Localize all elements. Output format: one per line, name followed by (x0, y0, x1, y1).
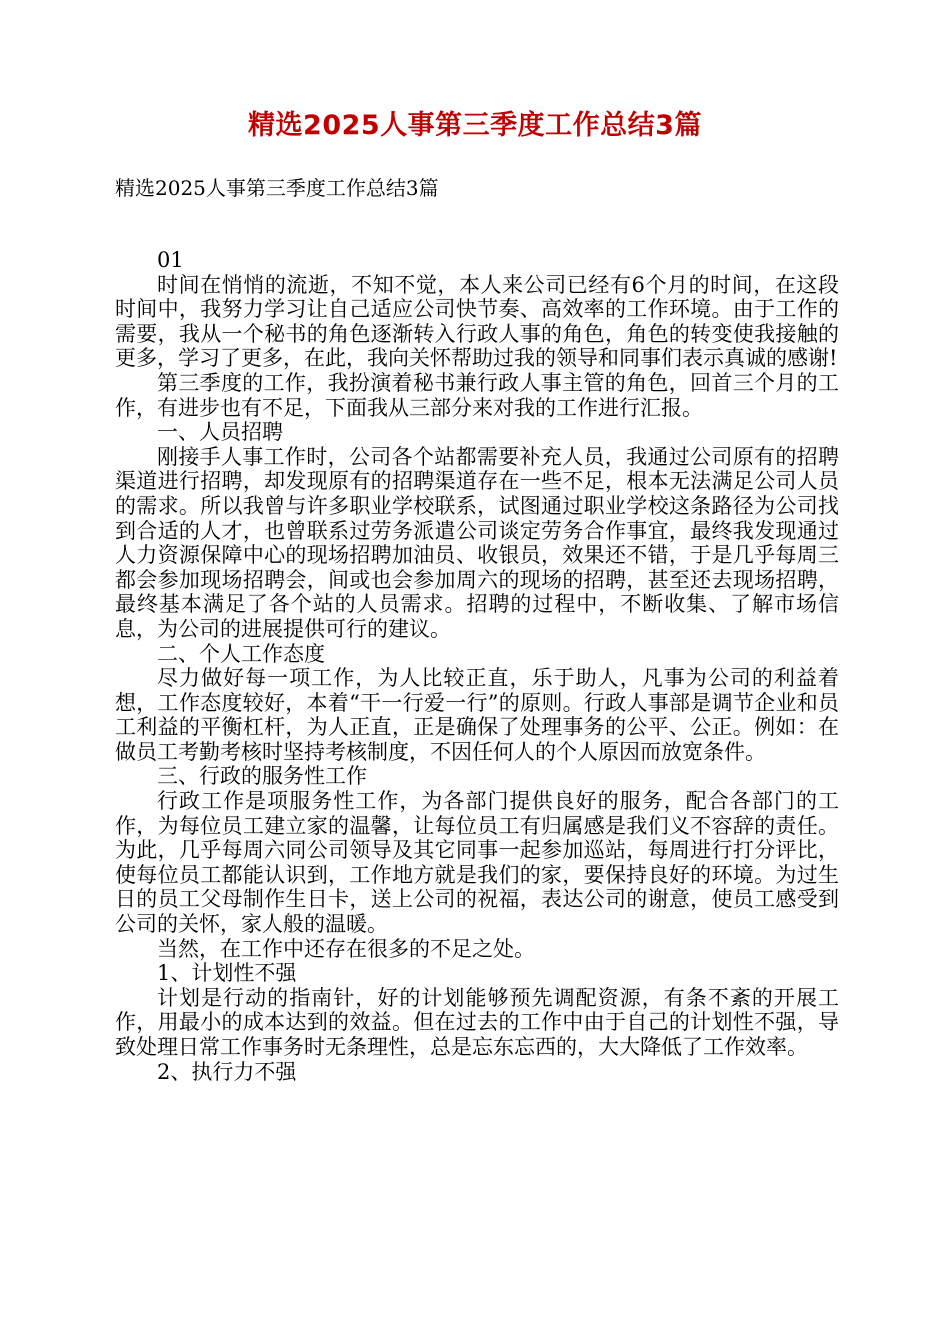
paragraph: 时间在悄悄的流逝，不知不觉，本人来公司已经有6个月的时间，在这段时间中，我努力学习让自己适应公司快节奏、高效率的工作环境。由于工作的需要，我从一个秘书的角色逐渐转入行政人事的角色，角色的转变使我接触的更多，学习了更多，在此，我向关怀帮助过我的领导和同事们表示真诚的感谢! (115, 272, 839, 371)
section-number: 01 (157, 248, 184, 272)
paragraph: 当然，在工作中还存在很多的不足之处。 (157, 936, 535, 961)
document-title: 精选2025人事第三季度工作总结3篇 (248, 110, 702, 141)
paragraph: 第三季度的工作，我扮演着秘书兼行政人事主管的角色，回首三个月的工作，有进步也有不足，下面我从三部分来对我的工作进行汇报。 (115, 370, 839, 420)
paragraph: 尽力做好每一项工作，为人比较正直，乐于助人，凡事为公司的利益着想，工作态度较好，本着“干一行爱一行”的原则。行政人事部是调节企业和员工利益的平衡杠杆，为人正直，正是确保了处理事务的公平、公正。例如：在做员工考勤考核时坚持考核制度，不因任何人的个人原因而放宽条件。 (115, 666, 839, 764)
paragraph: 计划是行动的指南针，好的计划能够预先调配资源，有条不紊的开展工作，用最小的成本达到的效益。但在过去的工作中由于自己的计划性不强，导致处理日常工作事务时无条理性，总是忘东忘西的，大大降低了工作效率。 (115, 985, 839, 1059)
document-body (115, 248, 839, 1084)
paragraph: 行政工作是项服务性工作，为各部门提供良好的服务，配合各部门的工作，为每位员工建立家的温馨，让每位员工有归属感是我们义不容辞的责任。为此，几乎每周六同公司领导及其它同事一起参加巡站，每周进行打分评比，使每位员工都能认识到，工作地方就是我们的家，要保持良好的环境。为过生日的员工父母制作生日卡，送上公司的祝福，表达公司的谢意，使员工感受到公司的关怀，家人般的温暖。 (115, 789, 839, 937)
section-heading: 一、人员招聘 (157, 420, 283, 445)
subsection-heading: 1、计划性不强 (157, 961, 297, 986)
paragraph: 刚接手人事工作时，公司各个站都需要补充人员，我通过公司原有的招聘渠道进行招聘，却发现原有的招聘渠道存在一些不足，根本无法满足公司人员的需求。所以我曾与许多职业学校联系，试图通过职业学校这条路径为公司找到合适的人才，也曾联系过劳务派遣公司谈定劳务合作事宜，最终我发现通过人力资源保障中心的现场招聘加油员、收银员，效果还不错，于是几乎每周三都会参加现场招聘会，间或也会参加周六的现场的招聘，甚至还去现场招聘，最终基本满足了各个站的人员需求。招聘的过程中，不断收集、了解市场信息，为公司的进展提供可行的建议。 (115, 444, 839, 641)
document-subtitle: 精选2025人事第三季度工作总结3篇 (115, 176, 439, 200)
subsection-heading: 2、执行力不强 (157, 1059, 297, 1084)
section-heading: 三、行政的服务性工作 (157, 764, 367, 789)
section-heading: 二、个人工作态度 (157, 641, 325, 666)
